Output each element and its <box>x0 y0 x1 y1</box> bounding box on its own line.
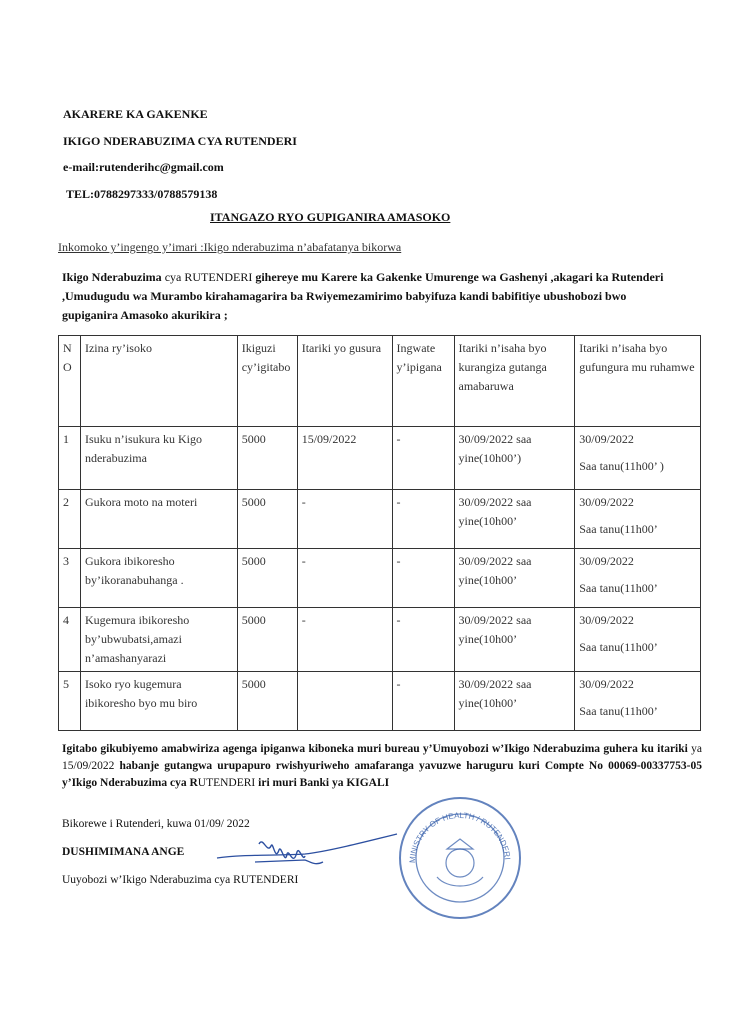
opening-date: 30/09/2022 <box>579 432 634 446</box>
row-deadline: 30/09/2022 saa yine(10h00’) <box>454 427 575 490</box>
row-opening <box>575 490 701 549</box>
row-guarantee: - <box>392 672 454 731</box>
intro-part3: gihereye mu Karere ka Gakenke Umurenge wa Gashenyi ,akagari ka Rutenderi ,Umudugudu wa Murambo kirahamagarira ba Rwiyemezamirimo babyifuza kandi babifitiye ubushobozi bwo gupiganira Amasoko akurikira ; <box>62 270 664 322</box>
row-opening <box>575 608 701 672</box>
col-header-price: Ikiguzi cy’igitabo <box>237 336 297 427</box>
row-name: Gukora moto na moteri <box>80 490 237 549</box>
col-header-deadline: Itariki n’isaha byo kurangiza gutanga amabaruwa <box>454 336 575 427</box>
row-price: 5000 <box>237 490 297 549</box>
row-name: Kugemura ibikoresho by’ubwubatsi,amazi n’amashanyarazi <box>80 608 237 672</box>
intro-part2: cya RUTENDERI <box>161 270 256 284</box>
opening-time: Saa tanu(11h00’ <box>579 581 658 595</box>
intro-part1: Ikigo Nderabuzima <box>62 270 162 284</box>
stamp-text: MINISTRY OF HEALTH / RUTENDERI <box>407 810 512 864</box>
row-visit: 15/09/2022 <box>297 427 392 490</box>
institution-name: IKIGO NDERABUZIMA CYA RUTENDERI <box>63 134 297 148</box>
opening-time: Saa tanu(11h00’ <box>579 522 658 536</box>
row-price: 5000 <box>237 549 297 608</box>
table-row <box>59 490 701 549</box>
opening-time: Saa tanu(11h00’ ) <box>579 459 664 473</box>
signature <box>215 832 400 882</box>
signatory-role: Uuyobozi w’Ikigo Nderabuzima cya RUTENDERI <box>62 874 299 886</box>
footer-part1: Igitabo gikubiyemo amabwiriza agenga ipiganwa kiboneka muri bureau y’Umuyobozi w’Ikigo Nderabuzima guhera ku itariki <box>62 743 688 755</box>
table-header-row <box>59 336 701 427</box>
row-guarantee: - <box>392 608 454 672</box>
intro-paragraph <box>62 268 672 325</box>
row-price: 5000 <box>237 672 297 731</box>
col-header-visit: Itariki yo gusura <box>297 336 392 427</box>
row-visit: - <box>297 490 392 549</box>
opening-date: 30/09/2022 <box>579 495 634 509</box>
table-row <box>59 608 701 672</box>
col-header-no: N O <box>59 336 81 427</box>
funding-source: Inkomoko y’ingengo y’imari :Ikigo nderabuzima n’abafatanya bikorwa <box>58 240 402 254</box>
row-deadline: 30/09/2022 saa yine(10h00’ <box>454 608 575 672</box>
row-name: Isuku n’isukura ku Kigo nderabuzima <box>80 427 237 490</box>
row-opening <box>575 427 701 490</box>
place-and-date: Bikorewe i Rutenderi, kuwa 01/09/ 2022 <box>62 818 250 830</box>
row-deadline: 30/09/2022 saa yine(10h00’ <box>454 672 575 731</box>
footer-part4: UTENDERI <box>197 777 256 789</box>
row-guarantee: - <box>392 490 454 549</box>
official-stamp <box>395 793 525 923</box>
row-guarantee: - <box>392 549 454 608</box>
row-name: Gukora ibikoresho by’ikoranabuhanga . <box>80 549 237 608</box>
col-header-guarantee: Ingwate y’ipigana <box>392 336 454 427</box>
table-row <box>59 672 701 731</box>
footer-part2: ya 15/09/2022 <box>62 743 702 772</box>
row-no: 3 <box>59 549 81 608</box>
row-no: 2 <box>59 490 81 549</box>
svg-text:MINISTRY OF HEALTH / RUTENDERI <box>408 811 512 863</box>
row-visit <box>297 672 392 731</box>
row-deadline: 30/09/2022 saa yine(10h00’ <box>454 549 575 608</box>
table-row <box>59 549 701 608</box>
row-guarantee: - <box>392 427 454 490</box>
opening-time: Saa tanu(11h00’ <box>579 640 658 654</box>
opening-date: 30/09/2022 <box>579 613 634 627</box>
row-visit: - <box>297 608 392 672</box>
notice-title: ITANGAZO RYO GUPIGANIRA AMASOKO <box>210 210 451 224</box>
table-row <box>59 427 701 490</box>
row-price: 5000 <box>237 427 297 490</box>
district-name: AKARERE KA GAKENKE <box>63 107 208 121</box>
opening-date: 30/09/2022 <box>579 677 634 691</box>
opening-date: 30/09/2022 <box>579 554 634 568</box>
email: e-mail:rutenderihc@gmail.com <box>63 160 224 174</box>
tender-table <box>58 335 701 731</box>
row-opening <box>575 672 701 731</box>
footer-paragraph <box>62 741 702 792</box>
opening-time: Saa tanu(11h00’ <box>579 704 658 718</box>
row-no: 1 <box>59 427 81 490</box>
col-header-opening: Itariki n’isaha byo gufungura mu ruhamwe <box>575 336 701 427</box>
row-no: 5 <box>59 672 81 731</box>
row-deadline: 30/09/2022 saa yine(10h00’ <box>454 490 575 549</box>
footer-part5: iri muri Banki ya KIGALI <box>255 777 390 789</box>
row-name: Isoko ryo kugemura ibikoresho byo mu biro <box>80 672 237 731</box>
footer-part3: habanje gutangwa urupapuro rwishyuriweho amafaranga yavuzwe haruguru kuri Compte No 00069-00337753-05 y’Ikigo Nderabuzima cya R <box>62 760 703 789</box>
row-no: 4 <box>59 608 81 672</box>
row-visit: - <box>297 549 392 608</box>
row-price: 5000 <box>237 608 297 672</box>
telephone: TEL:0788297333/0788579138 <box>66 187 218 201</box>
row-opening <box>575 549 701 608</box>
col-header-name: Izina ry’isoko <box>80 336 237 427</box>
signatory-name: DUSHIMIMANA ANGE <box>62 846 185 858</box>
